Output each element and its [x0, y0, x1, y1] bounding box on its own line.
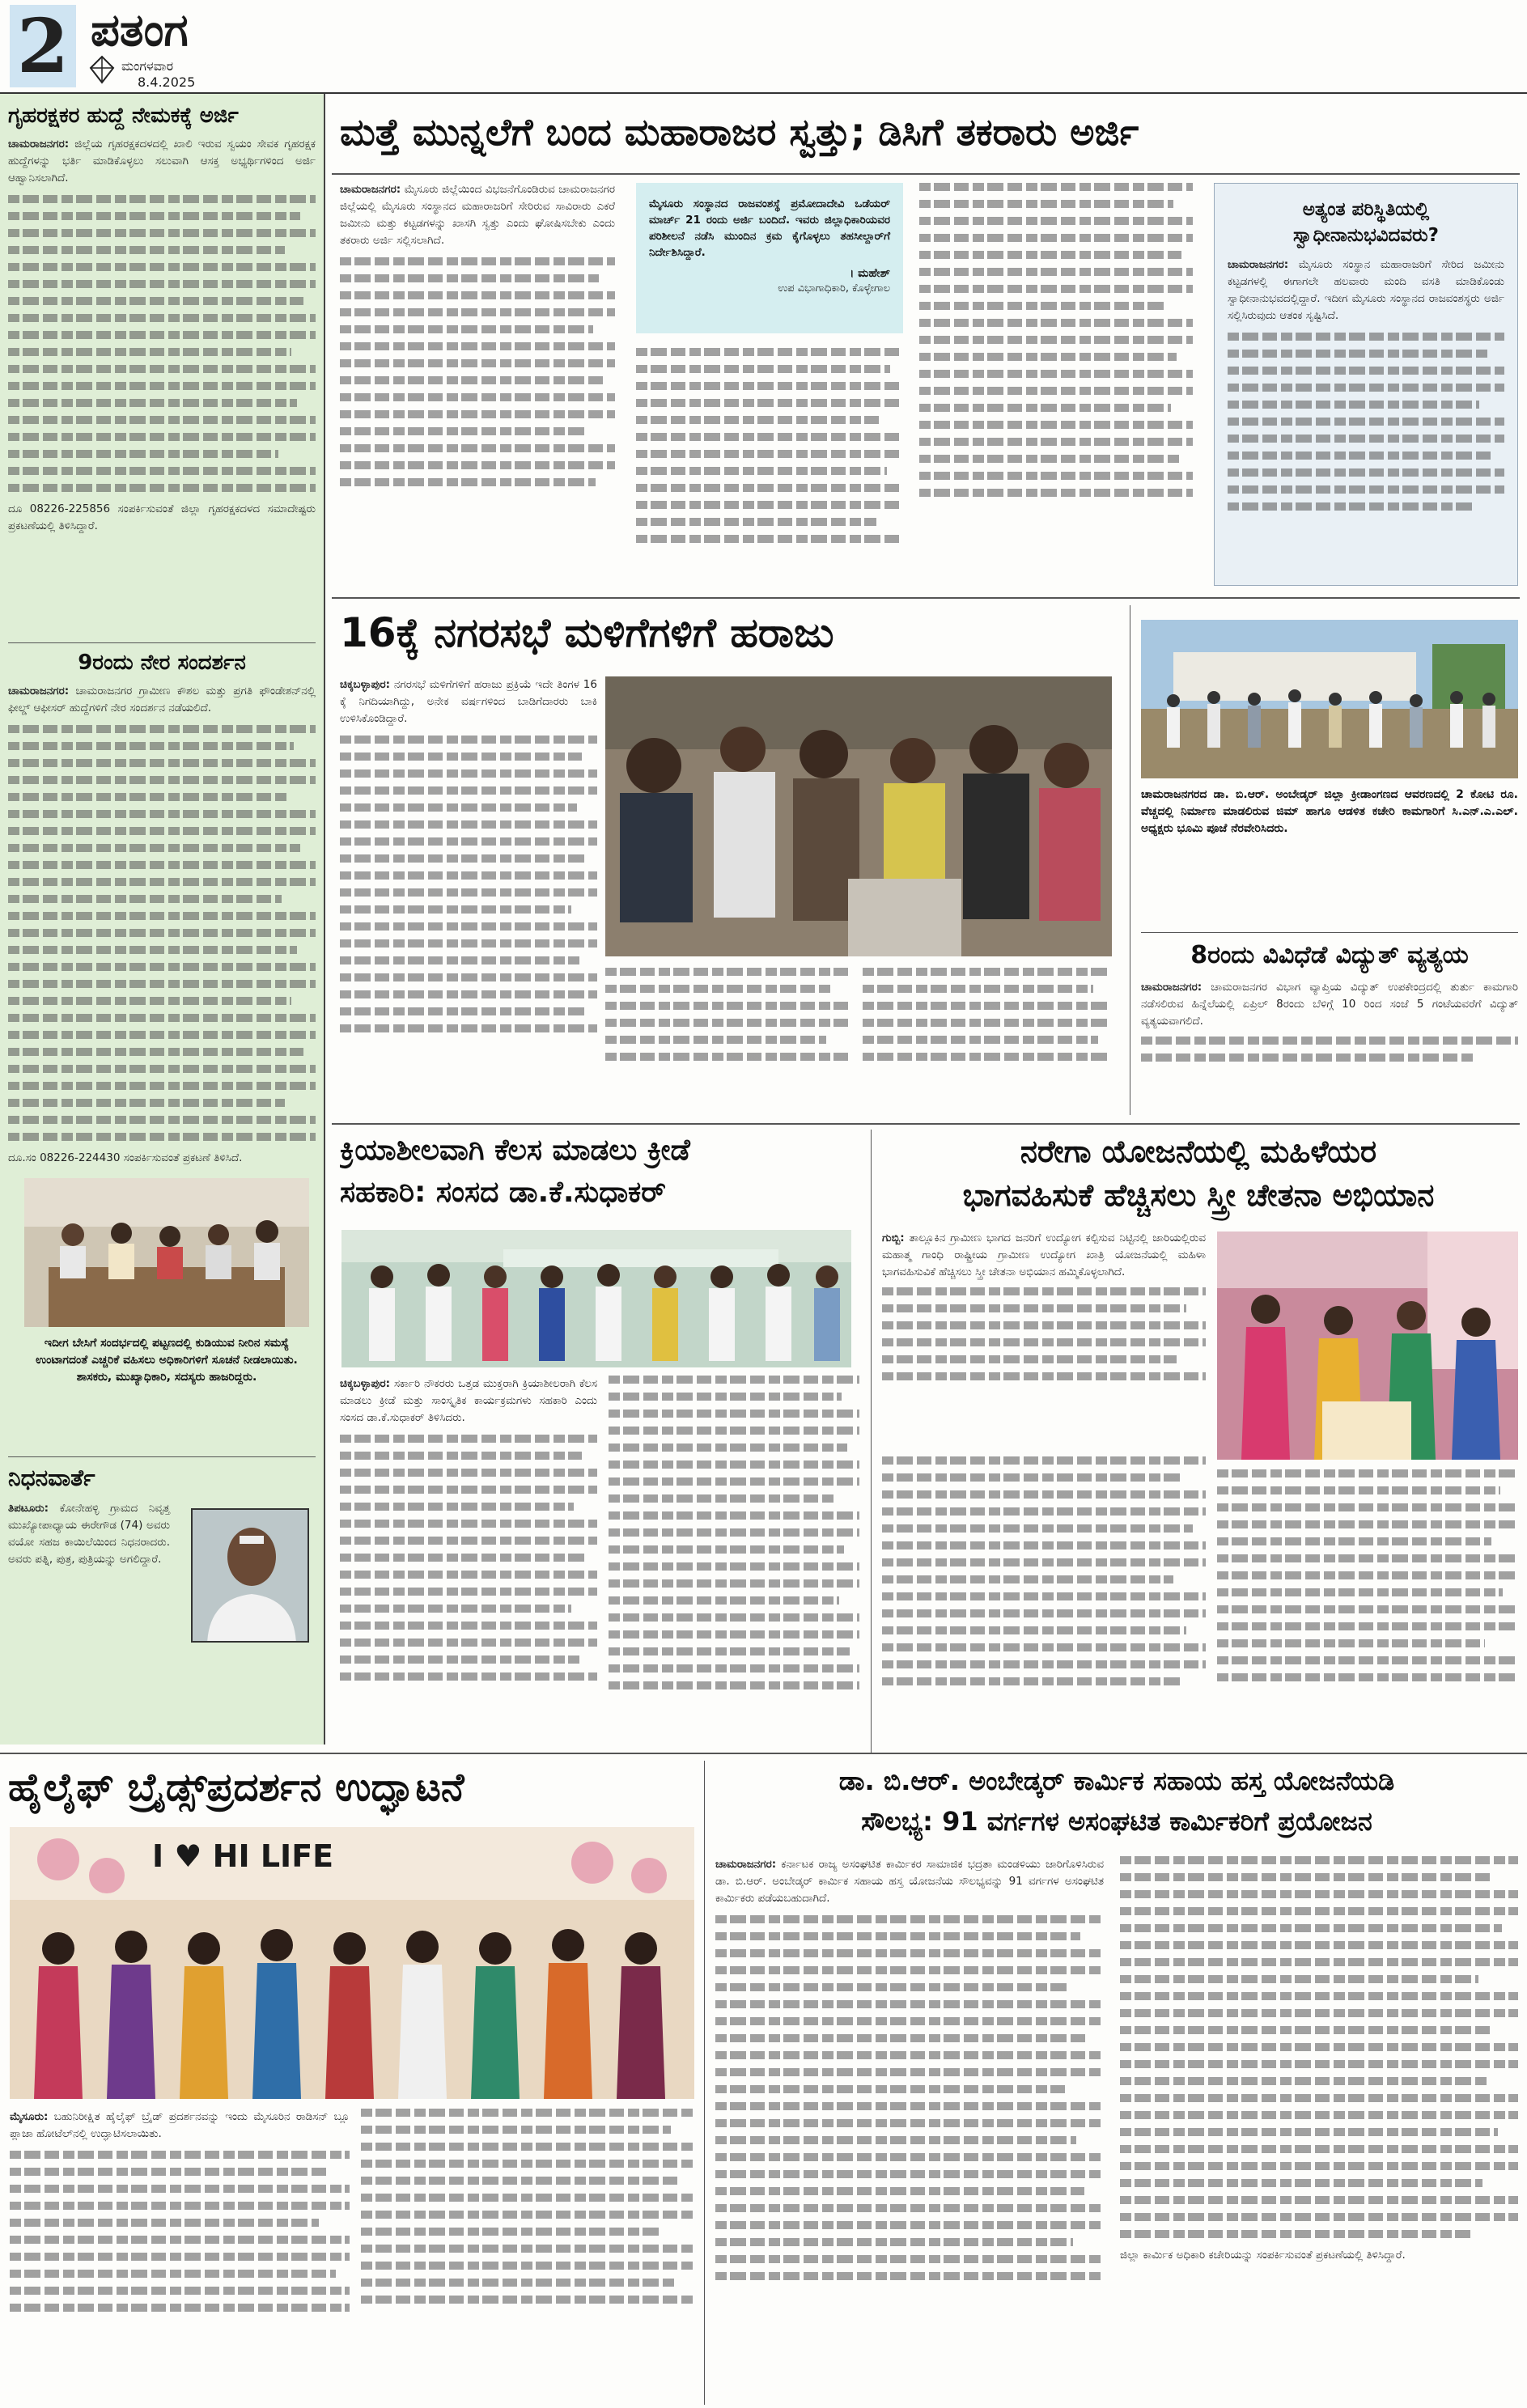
article-power-outage [1141, 939, 1518, 1117]
article-home-guards [8, 102, 316, 636]
body-text-block [8, 725, 316, 1141]
article-headline: ಹೈಲೈಫ್ ಬ್ರೈಡ್ಸ್‌ಪ್ರದರ್ಶನ ಉದ್ಘಾಟನೆ [8, 1765, 464, 1810]
article-lead: ನಗರಸಭೆ ಮಳಿಗೆಗಳಿಗೆ ಹರಾಜು ಪ್ರಕ್ರಿಯೆ ಇದೇ ತಿಂಗಳ 16 ಕ್ಕೆ ನಿಗದಿಯಾಗಿದ್ದು, ಅನೇಕ ವರ್ಷಗಳಿಂದ ಬಾಡಿಗೆದಾರರು ಬಾಕಿ ಉಳಿಸಿಕೊಂಡಿದ್ದಾರೆ. [340, 678, 597, 725]
article-body [340, 181, 615, 586]
stadium-photo-caption: ಚಾಮರಾಜನಗರದ ಡಾ. ಬಿ.ಆರ್. ಅಂಬೇಡ್ಕರ್ ಜಿಲ್ಲಾ ಕ್ರೀಡಾಂಗಣದ ಆವರಣದಲ್ಲಿ 2 ಕೋಟಿ ರೂ. ವೆಚ್ಚದಲ್ಲಿ ನಿರ್ಮಾಣ ಮಾಡಲಿರುವ ಜಿಮ್ ಹಾಗೂ ಆಡಳಿತ ಕಚೇರಿ ಕಾಮಗಾರಿಗೆ ಸಿ.ಎನ್.ಎ.ಎಲ್. ಅಧ್ಯಕ್ಷರು ಭೂಮಿ ಪೂಜೆ ನೆರವೇರಿಸಿದರು. [1141, 788, 1518, 835]
dateline: ಚಿಕ್ಕಬಳ್ಳಾಪುರ: [340, 678, 391, 691]
byline-role: ಉಪ ವಿಭಾಗಾಧಿಕಾರಿ, ಕೊಳ್ಳೇಗಾಲ [778, 282, 890, 295]
article-headline: 8ರಂದು ವಿವಿಧೆಡೆ ವಿದ್ಯುತ್ ವ್ಯತ್ಯಯ [1190, 941, 1469, 969]
article-auction [340, 605, 1141, 662]
article-contact: ದೂ 08226-225856 ಸಂಪರ್ಕಿಸುವಂತೆ ಜಿಲ್ಲಾ ಗೃಹರಕ್ಷಕದಳದ ಸಮಾದೇಷ್ಟರು ಪ್ರಕಟಣೆಯಲ್ಲಿ ತಿಳಿಸಿದ್ದಾರೆ. [8, 502, 316, 532]
dateline: ಚಾಮರಾಜನಗರ: [340, 183, 401, 196]
sidebar-headline: ಅತ್ಯಂತ ಪರಿಸ್ಥಿತಿಯಲ್ಲಿ ಸ್ವಾಧೀನಾನುಭವಿದವರು? [1293, 199, 1439, 246]
infobox-text: ಮೈಸೂರು ಸಂಸ್ಥಾನದ ರಾಜವಂಶಸ್ಥೆ ಪ್ರಮೋದಾದೇವಿ ಒಡೆಯರ್ ಮಾರ್ಚ್ 21 ರಂದು ಅರ್ಜಿ ಬಂದಿದೆ. ಇವರು ಜಿಲ್ಲಾಧಿಕಾರಿಯವರ ಪರಿಶೀಲನೆ ನಡೆಸಿ ಮುಂದಿನ ಕ್ರಮ ಕೈಗೊಳ್ಳಲು ತಹಸೀಲ್ದಾರ್‌ಗೆ ನಿರ್ದೇಶಿಸಿದ್ದಾರೆ. [649, 197, 890, 259]
byline: । ಮಹೇಶ್ [849, 267, 890, 280]
article-body [8, 683, 316, 717]
body-text-block [8, 195, 316, 492]
kite-logo-icon [87, 55, 117, 84]
dateline: ಚಾಮರಾಜನಗರ: [1141, 981, 1203, 994]
quote-infobox [636, 183, 903, 333]
article-headline-line2: ಸೌಲಭ್ಯ: 91 ವರ್ಗಗಳ ಅಸಂಘಟಿತ ಕಾರ್ಮಿಕರಿಗೆ ಪ್ರಯೋಜನ [861, 1806, 1372, 1837]
article-body [715, 1856, 1104, 2403]
article-contact: ದೂ.ಸಂ 08226-224430 ಸಂಪರ್ಕಿಸುವಂತೆ ಪ್ರಕಟಣೆ ತಿಳಿಸಿದೆ. [8, 1151, 243, 1164]
issue-date: 8.4.2025 [138, 74, 196, 90]
article-body-continued [609, 1376, 859, 1748]
article-lead: ಬಹುನಿರೀಕ್ಷಿತ ಹೈಲೈಫ್ ಬ್ರೈಡ್ ಪ್ರದರ್ಶನವನ್ನು ಇಂದು ಮೈಸೂರಿನ ರಾಡಿಸನ್ ಬ್ಲೂ ಪ್ಲಾಜಾ ಹೋಟೆಲ್‌ನಲ್ಲಿ ಉದ್ಘಾಟಿಸಲಾಯಿತು. [10, 2110, 350, 2140]
article-contact: ಜಿಲ್ಲಾ ಕಾರ್ಮಿಕ ಅಧಿಕಾರಿ ಕಚೇರಿಯನ್ನು ಸಂಪರ್ಕಿಸುವಂತೆ ಪ್ರಕಟಣೆಯಲ್ಲಿ ತಿಳಿಸಿದ್ದಾರೆ. [1120, 2249, 1406, 2262]
article-headline-line1: ಡಾ. ಬಿ.ಆರ್. ಅಂಬೇಡ್ಕರ್ ಕಾರ್ಮಿಕ ಸಹಾಯ ಹಸ್ತ ಯೋಜನೆಯಡಿ [838, 1766, 1395, 1796]
article-body-continued [361, 2109, 694, 2400]
meeting-photo [24, 1178, 309, 1327]
masthead [0, 0, 1527, 94]
article-headline-line2: ಸಹಕಾರಿ: ಸಂಸದ ಡಾ.ಕೆ.ಸುಧಾಕರ್ [340, 1176, 666, 1209]
dateline: ತಿಪಟೂರು: [8, 1502, 49, 1515]
article-body [1141, 979, 1518, 1030]
page-number: 2 [10, 5, 76, 87]
article-body [340, 676, 597, 1113]
article-hilife-brides [8, 1761, 704, 1817]
article-headline: 9ರಂದು ನೇರ ಸಂದರ್ಶನ [78, 651, 246, 675]
article-lead: ಮೈಸೂರು ಜಿಲ್ಲೆಯಿಂದ ವಿಭಜನೆಗೊಂಡಿರುವ ಚಾಮರಾಜನಗರ ಜಿಲ್ಲೆಯಲ್ಲಿ ಮೈಸೂರು ಸಂಸ್ಥಾನದ ಮಹಾರಾಜರಿಗೆ ಸೇರಿರುವ ಸಾವಿರಾರು ಎಕರೆ ಜಮೀನು ಮತ್ತು ಕಟ್ಟಡಗಳನ್ನು ಖಾಸಗಿ ಸ್ವತ್ತು ಎಂದು ಘೋಷಿಸಬೇಕು ಎಂದು ತಕರಾರು ಅರ್ಜಿ ಸಲ್ಲಿಸಲಾಗಿದೆ. [340, 183, 615, 247]
article-headline-line2: ಭಾಗವಹಿಸುಕೆ ಹೆಚ್ಚಿಸಲು ಸ್ತ್ರೀ ಚೇತನಾ ಅಭಿಯಾನ [962, 1177, 1435, 1213]
dateline: ಚಿಕ್ಕಬಳ್ಳಾಪುರ: [340, 1377, 391, 1390]
article-headline: ಗೃಹರಕ್ಷಕರ ಹುದ್ದೆ ನೇಮಕಕ್ಕೆ ಅರ್ಜಿ [8, 104, 239, 128]
sidebar-text: ಮೈಸೂರು ಸಂಸ್ಥಾನ ಮಹಾರಾಜರಿಗೆ ಸೇರಿದ ಜಮೀನು ಕಟ್ಟಡಗಳಲ್ಲಿ ಈಗಾಗಲೇ ಹಲವಾರು ಮಂದಿ ವಸತಿ ಮಾಡಿಕೊಂಡು ಸ್ವಾಧೀನಾನುಭವದಲ್ಲಿದ್ದಾರೆ. ಇದೀಗ ಮೈಸೂರು ಸಂಸ್ಥಾನದ ರಾಜವಂಶಸ್ಥರು ಅರ್ಜಿ ಸಲ್ಲಿಸಿರುವುದು ಆತಂಕ ಸೃಷ್ಟಿಸಿದೆ. [1228, 258, 1504, 322]
issue-day: ಮಂಗಳವಾರ [121, 58, 174, 74]
article-body [8, 136, 316, 187]
sidebar-body [1228, 256, 1504, 324]
sidebar-article-possession [1214, 183, 1518, 586]
nrega-ceremony-photo [1217, 1232, 1518, 1460]
dateline: ಚಾಮರಾಜನಗರ: [1228, 258, 1289, 271]
article-body-continued [1217, 1469, 1518, 1748]
article-headline-line1: ನರೇಗಾ ಯೋಜನೆಯಲ್ಲಿ ಮಹಿಳೆಯರ [1020, 1134, 1377, 1169]
article-body-continued [863, 968, 1110, 1113]
article-sports-sudhakar [340, 1130, 866, 1227]
meeting-photo-image [24, 1178, 309, 1327]
article-body-continued [882, 1456, 1206, 1748]
meeting-photo-caption: ಇದೀಗ ಬೇಸಿಗೆ ಸಂದರ್ಭದಲ್ಲಿ ಪಟ್ಟಣದಲ್ಲಿ ಕುಡಿಯುವ ನೀರಿನ ಸಮಸ್ಯೆ ಉಂಟಾಗದಂತೆ ಎಚ್ಚರಿಕೆ ವಹಿಸಲು ಅಧಿಕಾರಿಗಳಿಗೆ ಸೂಚನೆ ನೀಡಲಾಯಿತು. ಶಾಸಕರು, ಮುಖ್ಯಾಧಿಕಾರಿ, ಸದಸ್ಯರು ಹಾಜರಿದ್ದರು. [36, 1337, 298, 1384]
article-headline-line1: ಕ್ರಿಯಾಶೀಲವಾಗಿ ಕೆಲಸ ಮಾಡಲು ಕ್ರೀಡೆ [340, 1134, 690, 1167]
article-body-continued [605, 968, 848, 1113]
obituary-portrait [191, 1508, 309, 1643]
stadium-groundbreaking-photo [1141, 620, 1518, 778]
article-body [10, 2109, 350, 2400]
article-body-continued [1120, 1856, 1518, 2403]
article-headline: 16ಕ್ಕೆ ನಗರಸಭೆ ಮಳಿಗೆಗಳಿಗೆ ಹರಾಜು [340, 609, 834, 656]
sports-event-photo [341, 1230, 851, 1367]
article-lead: ಜಿಲ್ಲೆಯ ಗೃಹರಕ್ಷಕದಳದಲ್ಲಿ ಖಾಲಿ ಇರುವ ಸ್ವಯಂ ಸೇವಕ ಗೃಹರಕ್ಷಕ ಹುದ್ದೆಗಳನ್ನು ಭರ್ತಿ ಮಾಡಿಕೊಳ್ಳಲು ಸಲುವಾಗಿ ಆಸಕ್ತ ಅಭ್ಯರ್ಥಿಗಳಿಂದ ಅರ್ಜಿ ಆಹ್ವಾನಿಸಲಾಗಿದೆ. [8, 138, 316, 184]
article-body-continued [636, 348, 903, 591]
article-body [882, 1230, 1206, 1448]
article-body-continued [919, 183, 1193, 587]
article-lead: ಚಾಮರಾಜನಗರ ಗ್ರಾಮೀಣ ಕೌಶಲ ಮತ್ತು ಪ್ರಗತಿ ಫೌಂಡೇಶನ್‌ನಲ್ಲಿ ಫೀಲ್ಡ್ ಆಫೀಸರ್ ಹುದ್ದೆಗಳಿಗೆ ನೇರ ಸಂದರ್ಶನ ನಡೆಯಲಿದೆ. [8, 685, 316, 714]
dateline: ಚಾಮರಾಜನಗರ: [715, 1858, 777, 1871]
article-headline: ನಿಧನವಾರ್ತೆ [8, 1465, 95, 1491]
dateline: ಚಾಮರಾಜನಗರ: [8, 138, 70, 150]
article-lead: ಚಾಮರಾಜನಗರ ವಿಭಾಗ ವ್ಯಾಪ್ತಿಯ ವಿದ್ಯುತ್ ಉಪಕೇಂದ್ರದಲ್ಲಿ ತುರ್ತು ಕಾಮಗಾರಿ ನಡೆಸಲಿರುವ ಹಿನ್ನೆಲೆಯಲ್ಲಿ ಏಪ್ರಿಲ್ 8ರಂದು ಬೆಳಿಗ್ಗೆ 10 ರಿಂದ ಸಂಜೆ 5 ಗಂಟೆಯವರೆಗೆ ವಿದ್ಯುತ್ ವ್ಯತ್ಯಯವಾಗಲಿದೆ. [1141, 981, 1518, 1028]
article-ambedkar-labour-scheme [714, 1761, 1520, 1850]
dateline: ಮೈಸೂರು: [10, 2110, 49, 2123]
article-nrega-women [879, 1130, 1518, 1227]
article-lead: ತಾಲ್ಲೂಕಿನ ಗ್ರಾಮೀಣ ಭಾಗದ ಜನರಿಗೆ ಉದ್ಯೋಗ ಕಲ್ಪಿಸುವ ನಿಟ್ಟಿನಲ್ಲಿ ಜಾರಿಯಲ್ಲಿರುವ ಮಹಾತ್ಮ ಗಾಂಧಿ ರಾಷ್ಟ್ರೀಯ ಗ್ರಾಮೀಣ ಉದ್ಯೋಗ ಖಾತ್ರಿ ಯೋಜನೆಯಲ್ಲಿ ಮಹಿಳಾ ಭಾಗವಹಿಸುವಿಕೆ ಹೆಚ್ಚಿಸಲು ಸ್ತ್ರೀ ಚೇತನಾ ಅಭಿಯಾನ ಹಮ್ಮಿಕೊಳ್ಳಲಾಗಿದೆ. [882, 1232, 1206, 1278]
article-body [8, 1500, 170, 1568]
newspaper-title: ಪತಂಗ [91, 4, 189, 57]
left-column [0, 94, 325, 1745]
article-headline: ಮತ್ತೆ ಮುನ್ನಲೆಗೆ ಬಂದ ಮಹಾರಾಜರ ಸ್ವತ್ತು; ಡಿಸಿಗೆ ತಕರಾರು ಅರ್ಜಿ [340, 110, 1139, 154]
article-lead: ಕರ್ನಾಟಕ ರಾಜ್ಯ ಅಸಂಘಟಿತ ಕಾರ್ಮಿಕರ ಸಾಮಾಜಿಕ ಭದ್ರತಾ ಮಂಡಳಿಯು ಜಾರಿಗೊಳಿಸಿರುವ ಡಾ. ಬಿ.ಆರ್. ಅಂಬೇಡ್ಕರ್ ಕಾರ್ಮಿಕ ಸಹಾಯ ಹಸ್ತ ಯೋಜನೆಯ ಸೌಲಭ್ಯವನ್ನು 91 ವರ್ಗಗಳ ಅಸಂಘಟಿತ ಕಾರ್ಮಿಕರು ಪಡೆಯಬಹುದಾಗಿದೆ. [715, 1858, 1104, 1905]
dateline: ಗುಬ್ಬಿ: [882, 1232, 905, 1244]
dateline: ಚಾಮರಾಜನಗರ: [8, 685, 70, 697]
hilife-banner-text: I ♥ HI LIFE [152, 1838, 334, 1874]
article-lead: ಸರ್ಕಾರಿ ನೌಕರರು ಒತ್ತಡ ಮುಕ್ತರಾಗಿ ಕ್ರಿಯಾಶೀಲರಾಗಿ ಕೆಲಸ ಮಾಡಲು ಕ್ರೀಡೆ ಮತ್ತು ಸಾಂಸ್ಕೃತಿಕ ಕಾರ್ಯಕ್ರಮಗಳು ಸಹಕಾರಿ ಎಂದು ಸಂಸದ ಡಾ.ಕೆ.ಸುಧಾಕರ್ ತಿಳಿಸಿದರು. [340, 1377, 597, 1424]
hilife-inauguration-photo [10, 1827, 694, 2099]
article-body [340, 1376, 597, 1748]
obituary-text: ಕೋನೇಹಳ್ಳಿ ಗ್ರಾಮದ ನಿವೃತ್ತ ಮುಖ್ಯೋಪಾಧ್ಯಾಯ ಈರೇಗೌಡ (74) ಅವರು ವಯೋ ಸಹಜ ಕಾಯಿಲೆಯಿಂದ ನಿಧನರಾದರು. ಅವರು ಪತ್ನಿ, ಪುತ್ರ, ಪುತ್ರಿಯನ್ನು ಅಗಲಿದ್ದಾರೆ. [8, 1502, 170, 1566]
auction-crowd-photo [605, 676, 1112, 956]
